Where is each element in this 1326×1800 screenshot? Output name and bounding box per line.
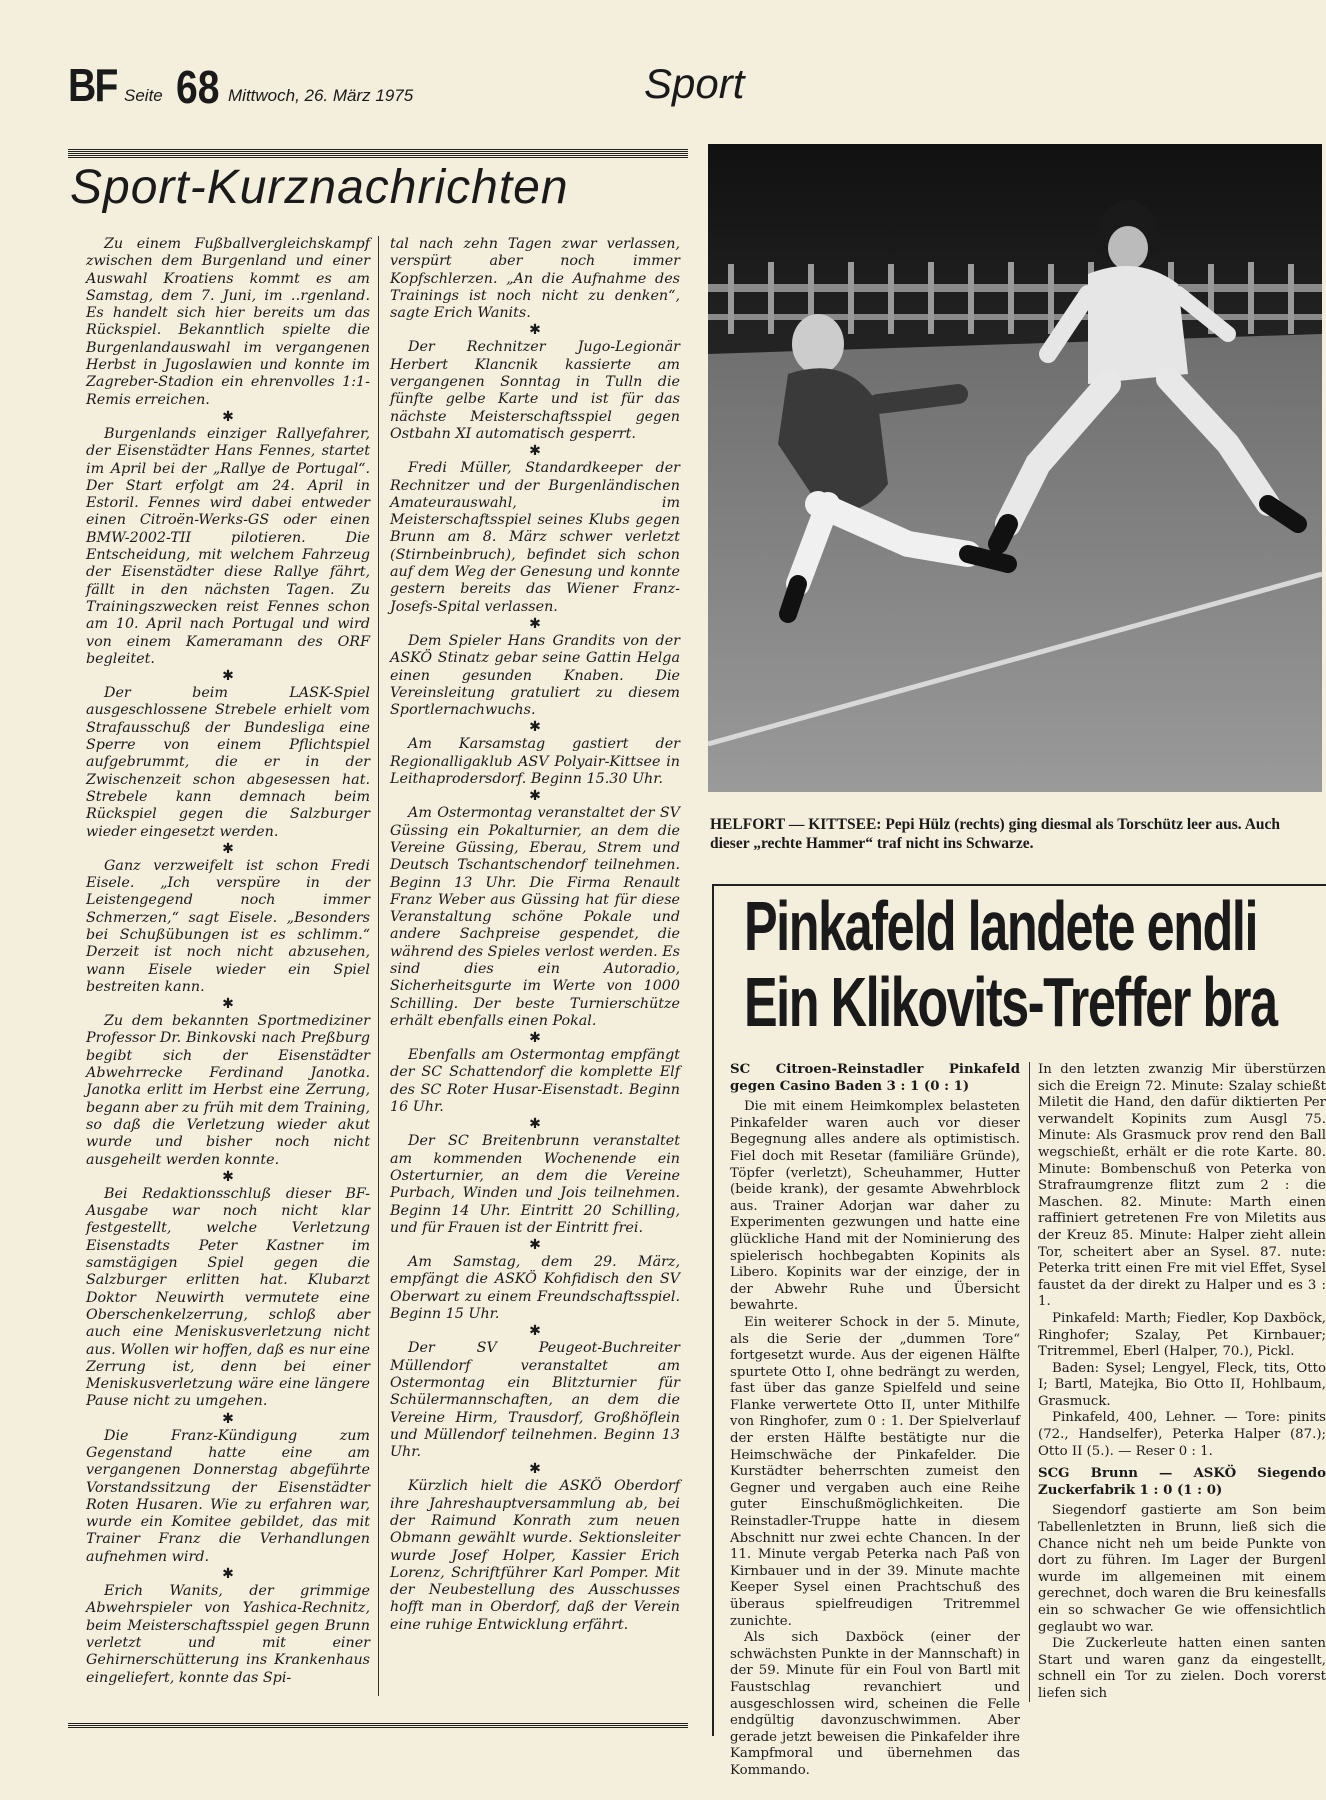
article-paragraph: Baden: Sysel; Lengyel, Fleck, tits, Otto I; Bartl, Matejka, Bio Otto II, Hohlbaum, Grasmuck. xyxy=(1038,1360,1326,1409)
article-paragraph: Burgenlands einziger Rallyefahrer, der Eisenstädter Hans Fennes, startet im April bei der „Rallye de Portugal“. Der Start erfolgt am 24. April in Estoril. Fennes wird dabei entweder einen Citroën-Werks-GS oder einen BMW-2002-TII pilotieren. Die Entscheidung, mit welchem Fahrzeug der Eisenstädter diese Rallye fährt, fällt in den nächsten Tagen. Zu Trainingszwecken reist Fennes schon am 10. April nach Portugal und wird von einem Kameramann des ORF begleitet. xyxy=(86,425,370,667)
article2-column-1 xyxy=(730,1062,1020,1780)
article-paragraph: Dem Spieler Hans Grandits von der ASKÖ Stinatz gebar seine Gattin Helga einen gesunden Knaben. Die Vereinsleitung gratuliert zu diesem Sportlernachwuchs. xyxy=(390,632,680,719)
newspaper-logo: BF xyxy=(68,59,117,111)
item-separator-star: ✱ xyxy=(222,1410,234,1427)
article-paragraph: Der Rechnitzer Jugo-Legionär Herbert Klancnik kassierte am vergangenen Sonntag in Tulln die fünfte gelbe Karte und ist für das nächste Meisterschaftsspiel gegen Ostbahn XI automatisch gesperrt. xyxy=(390,339,680,442)
item-separator-star: ✱ xyxy=(222,1168,234,1185)
football-players-photo xyxy=(708,144,1322,792)
article-paragraph: Ebenfalls am Ostermontag empfängt der SC Schattendorf die komplette Elf des SC Roter Husar-Eisenstadt. Beginn 16 Uhr. xyxy=(390,1047,680,1116)
article-paragraph: Der SC Breitenbrunn veranstaltet am kommenden Wochenende ein Osterturnier, an dem die Vereine Purbach, Winden und Jois teilnehmen. Beginn 14 Uhr. Eintritt 20 Schilling, und für Frauen ist der Eintritt frei. xyxy=(390,1133,680,1236)
footer-rule xyxy=(68,1722,688,1728)
article-headline-line-1: Pinkafeld landete endli xyxy=(744,887,1258,965)
item-separator-star: ✱ xyxy=(529,1116,541,1133)
article-paragraph: Zu einem Fußballvergleichskampf zwischen dem Burgenland und einer Auswahl Kroatiens kommt es am Samstag, dem 7. Juni, im ‥rgenland. Es handelt sich hier bereits um das Rückspiel. Bekanntlich spielte die Burgenlandauswahl im vergangenen Herbst in Jugoslawien und konnte im Zagreber-Stadion ein ehrenvolles 1:1-Remis erreichen. xyxy=(86,236,370,408)
match-result-line: SCG Brunn — ASKÖ Siegendo Zuckerfabrik 1 : 0 (1 : 0) xyxy=(1038,1466,1326,1498)
item-separator-star: ✱ xyxy=(529,788,541,805)
photo-caption: HELFORT — KITTSEE: Pepi Hülz (rechts) ging diesmal als Torschütz leer aus. Auch dieser „rechte Hammer“ traf nicht ins Schwarze. xyxy=(710,816,1281,852)
item-separator-star: ✱ xyxy=(222,668,234,685)
article-paragraph: Am Samstag, dem 29. März, empfängt die ASKÖ Kohfidisch den SV Oberwart zu einem Freundschaftsspiel. Beginn 15 Uhr. xyxy=(390,1254,680,1323)
article-headline-line-2: Ein Klikovits-Treffer bra xyxy=(744,963,1277,1041)
item-separator-star: ✱ xyxy=(529,719,541,736)
article-paragraph: Bei Redaktionsschluß dieser BF-Ausgabe war noch nicht klar festgestellt, welche Verletzung Eisenstadts Peter Kastner im samstägigen Spiel gegen die Salzburger erlitten hat. Klubarzt Doktor Neuwirth vermutete eine Oberschenkelzerrung, schloß aber auch eine Meniskusverletzung nicht aus. Wollen wir hoffen, daß es nur eine Zerrung ist, denn bei einer Meniskusverletzung wäre eine längere Pause nicht zu umgehen. xyxy=(86,1185,370,1410)
article-paragraph: Der SV Peugeot-Buchreiter Müllendorf veranstaltet am Ostermontag ein Blitzturnier für Schülermannschaften, an dem die Vereine Hirm, Trausdorf, Großhöflein und Müllendorf teilnehmen. Beginn 13 Uhr. xyxy=(390,1340,680,1461)
article-paragraph: Am Ostermontag veranstaltet der SV Güssing ein Pokalturnier, an dem die Vereine Güssing, Eberau, Strem und Deutsch Tschantschendorf teilnehmen. Beginn 13 Uhr. Die Firma Renault Franz Weber aus Güssing hat für diese Veranstaltung schöne Pokale und andere Sachpreise gespendet, die während des Spieles verlost werden. Es sind dies ein Autoradio, Sicherheitsgurte im Werte von 1000 Schilling. Der beste Turnierschütze erhält ebenfalls einen Pokal. xyxy=(390,805,680,1029)
article-paragraph: Am Karsamstag gastiert der Regionalligaklub ASV Polyair-Kittsee in Leithaprodersdorf. Beginn 15.30 Uhr. xyxy=(390,736,680,788)
item-separator-star: ✱ xyxy=(529,322,541,339)
match-photo xyxy=(708,144,1322,792)
page-label: Seite xyxy=(124,86,163,105)
item-separator-star: ✱ xyxy=(529,1030,541,1047)
article-paragraph: tal nach zehn Tagen zwar verlassen, verspürt aber noch immer Kopfschlerzen. „An die Aufnahme des Trainings ist noch nicht zu denken“, sagte Erich Wanits. xyxy=(390,236,680,322)
article-paragraph: Pinkafeld, 400, Lehner. — Tore: pinits (72., Handselfer), Peterka Halper (87.); Otto II (5.). — Reser 0 : 1. xyxy=(1038,1410,1326,1459)
match-result-line: SC Citroen-Reinstadler Pinkafeld gegen Casino Baden 3 : 1 (0 : 1) xyxy=(730,1062,1020,1094)
article-paragraph: Als sich Daxböck (einer der schwächsten Punkte in der Mannschaft) in der 59. Minute für ein Foul von Bartl mit Faustschlag revanchiert und ausgeschlossen wird, scheinen die Felle endgültig davonzuschwimmen. Aber gerade jetzt beweisen die Pinkafelder ihre Kampfmoral und übernehmen das Kommando. xyxy=(730,1630,1020,1778)
article-paragraph: Zu dem bekannten Sportmediziner Professor Dr. Binkovski nach Preßburg begibt sich der Eisenstädter Abwehrrecke Ferdinand Janotka. Janotka erlitt im Herbst eine Zerrung, begann aber zu früh mit dem Training, so daß die Verletzung wieder akut wurde und bisher noch nicht ausgeheilt werden konnte. xyxy=(86,1013,370,1168)
article-paragraph: In den letzten zwanzig Mir überstürzen sich die Ereign 72. Minute: Szalay schießt Miletit die Hand, den dafür diktierten Per verwandelt Kopinits zum Ausgl 75. Minute: Als Grasmuck prov rend den Ball wegschießt, erhält er die rote Karte. 80. Minute: Bombenschuß von Peterka von Strafraumgrenze flitzt zum 2 : die Maschen. 82. Minute: Marth einen raffiniert getretenen Fre von Miletits aus der Kreuz 85. Minute: Halper zieht allein Tor, scheitert aber an Sysel. 87. nute: Peterka tritt einen Fre mit viel Effet, Sysel faustet da der direkt zu Halper und es 3 : 1. xyxy=(1038,1062,1326,1310)
issue-date: Mittwoch, 26. März 1975 xyxy=(228,86,414,105)
item-separator-star: ✱ xyxy=(222,996,234,1013)
article-paragraph: Kürzlich hielt die ASKÖ Oberdorf ihre Jahreshauptversammlung ab, bei der Raimund Konrath zum neuen Obmann gewählt wurde. Sektionsleiter wurde Josef Holper, Kassier Erich Lorenz, Schriftführer Karl Pomper. Mit der Neubestellung des Ausschusses hofft man in Oberdorf, daß der Verein eine ruhige Entwicklung erfährt. xyxy=(390,1478,680,1633)
article-column-1 xyxy=(86,236,370,1687)
article2-column-2 xyxy=(1038,1062,1326,1703)
article-paragraph: Die mit einem Heimkomplex belasteten Pinkafelder waren auch vor dieser Begegnung alles andere als optimistisch. Fiel doch mit Resetar (familiäre Gründe), Töpfer (verletzt), Scheuhammer, Hutter (beide krank), der gesamte Abwehrblock aus. Trainer Adorjan war daher zu Experimenten gezwungen und hatte eine glückliche Hand mit der Nominierung des spielerisch hochbegabten Kopinits als Libero. Kopinits war der einzige, der in der Abwehr Ruhe und Übersicht bewahrte. xyxy=(730,1099,1020,1314)
header-rule xyxy=(68,148,688,158)
item-separator-star: ✱ xyxy=(222,408,234,425)
item-separator-star: ✱ xyxy=(529,1323,541,1340)
item-separator-star: ✱ xyxy=(529,1461,541,1478)
section-title: Sport xyxy=(644,60,745,107)
article-paragraph: Siegendorf gastierte am Son beim Tabellenletzten in Brunn, ließ sich die Chance nicht neh um beide Punkte von dort zu führen. Im Lager der Burgenl wurde im allgemeinen mit einem gerechnet, doch waren die Bru keinesfalls ein so schwacher Ge wie offensichtlich geglaubt wo war. xyxy=(1038,1503,1326,1635)
article-paragraph: Die Zuckerleute hatten einen santen Start und waren ganz da eingestellt, schnell ein Tor zu zielen. Doch vorerst liefen sich xyxy=(1038,1636,1326,1701)
article-paragraph: Ein weiterer Schock in der 5. Minute, als die Serie der „dummen Tore“ fortgesetzt wurde. Aus der eigenen Hälfte spurtete Otto I, ohne bedrängt zu werden, fast über das ganze Spielfeld und seine Flanke verwertete Otto II, unter Mithilfe von Ringhofer, zum 0 : 1. Der Spielverlauf der ersten Hälfte bestätigte nur die Heimschwäche der Pinkafelder. Die Kurstädter beherrschten zumeist den Gegner und vergaben auch eine Reihe guter Einschußmöglichkeiten. Die Reinstadler-Truppe hatte in diesem Abschnitt nur zwei echte Chancen. In der 11. Minute vergab Peterka nach Paß von Kirnbauer und in der 39. Minute machte Keeper Sysel einen Prachtschuß des überaus spielfreudigen Tritremmel zunichte. xyxy=(730,1314,1020,1629)
item-separator-star: ✱ xyxy=(529,443,541,460)
column-divider xyxy=(378,236,379,1696)
item-separator-star: ✱ xyxy=(222,840,234,857)
column-divider xyxy=(1029,1062,1030,1702)
article-title: Sport-Kurznachrichten xyxy=(70,161,569,214)
article-paragraph: Pinkafeld: Marth; Fiedler, Kop Daxböck, Ringhofer; Szalay, Pet Kirnbauer; Tritremmel, Eberl (Halper, 70.), Pickl. xyxy=(1038,1310,1326,1360)
article-paragraph: Fredi Müller, Standardkeeper der Rechnitzer und der Burgenländischen Amateurauswahl, im Meisterschaftsspiel seines Klubs gegen Brunn am 8. März schwer verletzt (Stirnbeinbruch), befindet sich schon auf dem Weg der Genesung und konnte gestern bereits das Wiener Franz-Josefs-Spital verlassen. xyxy=(390,460,680,615)
item-separator-star: ✱ xyxy=(529,1237,541,1254)
article-paragraph: Der beim LASK-Spiel ausgeschlossene Strebele erhielt vom Strafausschuß der Bundesliga eine Sperre von einem Pflichtspiel aufgebrummt, die er in der Zwischenzeit schon abgesessen hat. Strebele kann demnach beim Rückspiel gegen die Salzburger wieder eingesetzt werden. xyxy=(86,685,370,840)
article-column-2 xyxy=(390,236,680,1634)
article-paragraph: Die Franz-Kündigung zum Gegenstand hatte eine am vergangenen Donnerstag abgeführte Vorstandssitzung der Eisenstädter Roten Husaren. Wie zu erfahren war, wurde ein Komitee gebildet, das mit Trainer Franz die Verhandlungen aufnehmen wird. xyxy=(86,1427,370,1565)
page-number: 68 xyxy=(176,61,220,113)
article-paragraph: Ganz verzweifelt ist schon Fredi Eisele. „Ich verspüre in der Leistengegend noch immer Schmerzen,“ sagt Eisele. „Besonders bei Schußübungen ist es schlimm.“ Derzeit ist noch nicht abzusehen, wann Eisele wieder ein Spiel bestreiten kann. xyxy=(86,857,370,995)
item-separator-star: ✱ xyxy=(222,1566,234,1583)
item-separator-star: ✱ xyxy=(529,615,541,632)
article-paragraph: Erich Wanits, der grimmige Abwehrspieler von Yashica-Rechnitz, beim Meisterschaftsspiel gegen Brunn verletzt und mit einer Gehirnerschütterung ins Krankenhaus eingeliefert, konnte das Spi- xyxy=(86,1583,370,1686)
